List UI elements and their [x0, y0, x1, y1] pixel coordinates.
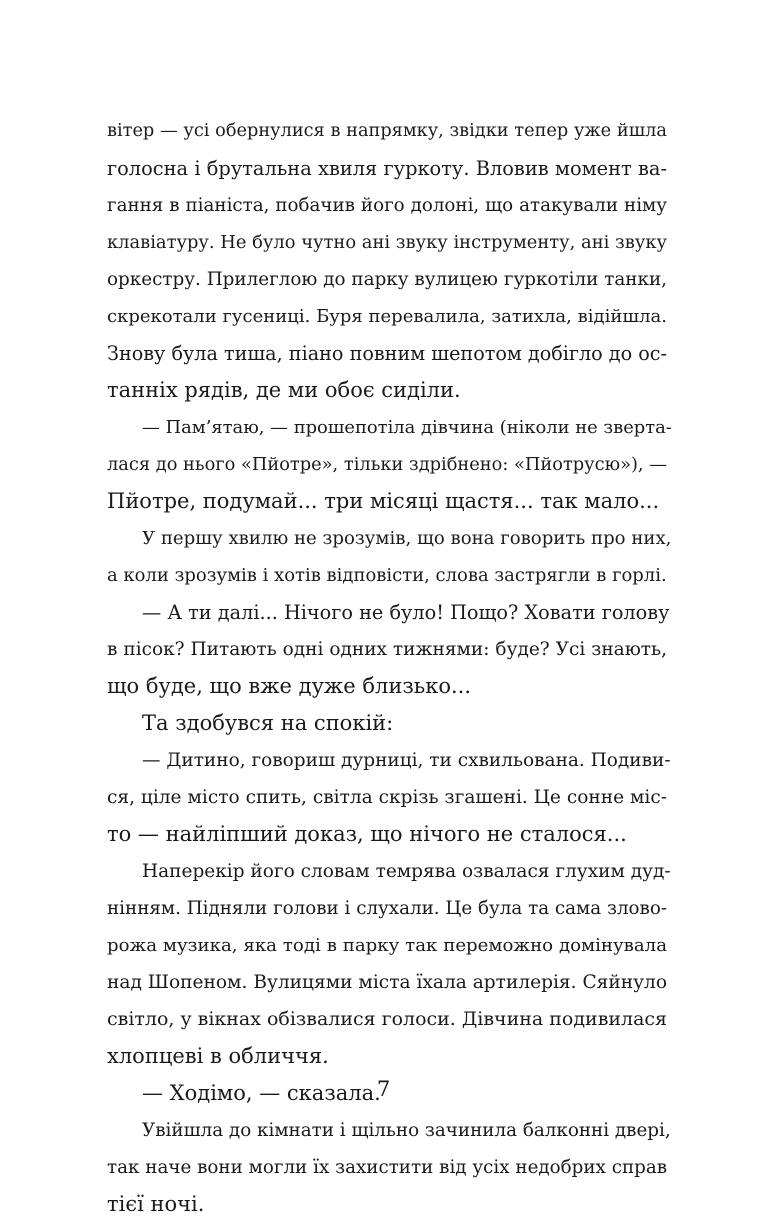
text-line: Та здобувся на спокій:	[142, 711, 394, 735]
text-line: рожа музика, яка тоді в парку так переможно домінувала	[107, 935, 667, 956]
text-line: — Дитино, говориш дурниці, ти схвильована. Подиви-	[142, 750, 671, 771]
text-line: тієї ночі.	[107, 1192, 205, 1216]
text-line: нінням. Підняли голови і слухали. Це була та сама злово-	[107, 898, 667, 919]
text-line: в пісок? Питають одні одних тижнями: буде? Усі знають,	[107, 639, 667, 660]
text-line: так наче вони могли їх захистити від усіх недобрих справ	[107, 1157, 667, 1178]
text-line: то — найліпший доказ, що нічого не сталося...	[107, 822, 627, 846]
text-line: танніх рядів, де ми обоє сиділи.	[107, 378, 461, 402]
text-line: голосна і брутальна хвиля гуркоту. Вловив момент ва-	[107, 157, 667, 180]
text-line: Наперекір його словам темрява озвалася глухим дуд-	[142, 861, 671, 882]
text-line: а коли зрозумів і хотів відповісти, слова застрягли в горлі.	[107, 565, 667, 586]
text-line: — Пам’ятаю, — прошепотіла дівчина (ніколи не зверта-	[142, 417, 672, 438]
text-line: — Ходімо, — сказала.	[142, 1081, 381, 1105]
text-line: Увійшла до кімнати і щільно зачинила балконні двері,	[142, 1120, 671, 1141]
text-line: оркестру. Прилеглою до парку вулицею гуркотіли танки,	[107, 269, 667, 290]
text-line: хлопцеві в обличчя.	[107, 1044, 329, 1068]
text-line: над Шопеном. Вулицями міста їхала артилерія. Сяйнуло	[107, 972, 667, 993]
text-line: скрекотали гусениці. Буря перевалила, затихла, відійшла.	[107, 306, 667, 327]
text-line: Знову була тиша, піано повним шепотом добігло до ос-	[107, 342, 667, 365]
text-line: вітер — усі обернулися в напрямку, звідки тепер уже йшла	[107, 121, 667, 141]
text-line: гання в піаніста, побачив його долоні, що атакували німу	[107, 195, 667, 216]
body-text	[107, 113, 672, 1223]
text-line: клавіатуру. Не було чутно ані звуку інструменту, ані звуку	[107, 232, 667, 253]
text-line: лася до нього «Пйотре», тільки здрібнено: «Пйотрусю»), —	[107, 454, 667, 475]
text-line: що буде, що вже дуже близько...	[107, 674, 472, 698]
text-line: У першу хвилю не зрозумів, що вона говорить про них,	[142, 528, 672, 549]
page-number: 7	[376, 1077, 391, 1101]
text-line: — А ти далі... Нічого не було! Пощо? Ховати голову	[142, 601, 670, 624]
text-line: світло, у вікнах обізвалися голоси. Дівчина подивилася	[107, 1008, 668, 1030]
text-line: ся, ціле місто спить, світла скрізь згашені. Це сонне міс-	[107, 787, 667, 808]
text-line: Пйотре, подумай... три місяці щастя... так мало...	[107, 489, 660, 513]
